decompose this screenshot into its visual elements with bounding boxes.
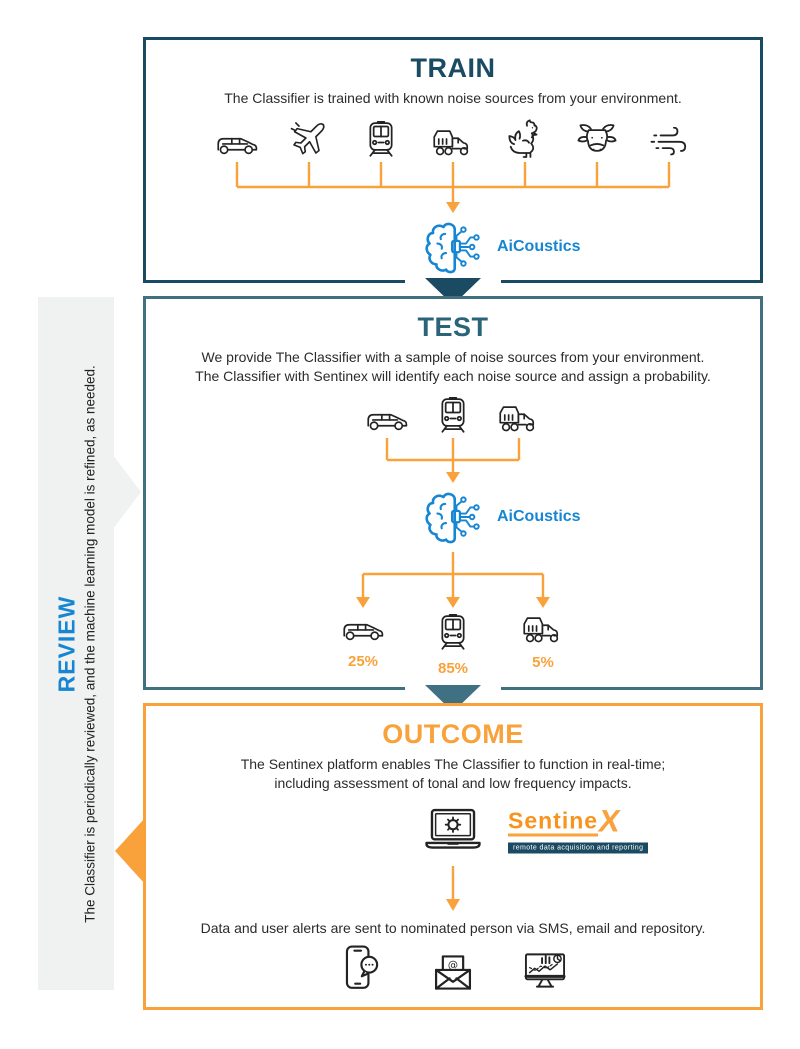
test-ai-row — [146, 486, 760, 548]
train-icon — [437, 612, 469, 656]
outcome-description-line2: including assessment of tonal and low frequency impacts. — [274, 774, 632, 791]
wind-icon — [647, 127, 691, 158]
test-description-line1: We provide The Classifier with a sample of noise sources from your environment. — [201, 348, 705, 365]
report-monitor-icon — [523, 949, 567, 992]
review-title: REVIEW — [53, 595, 80, 692]
train-section — [143, 37, 763, 283]
result-train — [408, 612, 498, 677]
outcome-section — [143, 703, 763, 1010]
sentinex-logo — [508, 803, 648, 855]
test-description-line2: The Classifier with Sentinex will identify each noise source and assign a probability. — [195, 367, 711, 384]
outcome-description — [241, 755, 666, 793]
phone-sms-icon — [339, 944, 383, 992]
car-icon — [215, 126, 259, 158]
outcome-description-line1: The Sentinex platform enables The Classifier to function in real-time; — [240, 755, 666, 772]
train-ai-row — [146, 216, 760, 278]
train-noise-source-icons — [201, 118, 705, 158]
review-sidebar — [38, 297, 114, 990]
outcome-down-connector — [445, 866, 461, 912]
train-icon — [431, 395, 475, 434]
test-split-connector — [318, 552, 588, 610]
aicoustics-label: AiCoustics — [497, 508, 581, 526]
train-merge-connector — [215, 162, 691, 214]
train-description: The Classifier is trained with known noise sources from your environment. — [224, 89, 682, 106]
train-icon — [359, 119, 403, 158]
alerts-text: Data and user alerts are sent to nominated person via SMS, email and repository. — [200, 920, 706, 937]
laptop-gear-icon — [421, 804, 485, 860]
test-merge-connector — [365, 438, 541, 484]
test-results — [318, 612, 588, 677]
airplane-icon — [287, 118, 331, 158]
test-description — [195, 348, 711, 386]
test-section — [143, 296, 763, 690]
sentinex-x: X — [596, 803, 624, 839]
outcome-to-review-arrow — [115, 818, 145, 884]
cow-icon — [575, 123, 619, 158]
sentinex-wordmark — [508, 803, 648, 839]
car-icon — [365, 402, 409, 434]
sentinex-tagline: remote data acquisition and reporting — [508, 843, 648, 854]
sentinex-word: Sentine — [508, 810, 598, 837]
alert-channel-icons — [315, 944, 591, 992]
test-sample-icons — [354, 395, 552, 434]
dump-truck-icon — [521, 612, 565, 650]
result-car — [318, 612, 408, 677]
review-description: The Classifier is periodically reviewed, and the machine learning model is refined, as needed. — [82, 364, 98, 923]
dump-truck-icon — [431, 125, 475, 158]
result-dump-truck — [498, 612, 588, 677]
car-icon — [341, 612, 385, 649]
ai-brain-icon — [420, 219, 486, 275]
aicoustics-label: AiCoustics — [497, 237, 581, 255]
probability-label: 85% — [437, 660, 469, 678]
outcome-title: OUTCOME — [382, 719, 524, 749]
ai-brain-icon — [420, 489, 486, 545]
review-to-test-arrow — [113, 455, 141, 529]
train-title: TRAIN — [410, 53, 496, 83]
probability-label: 25% — [347, 653, 379, 671]
review-rotated-text — [54, 304, 97, 984]
email-icon — [431, 953, 475, 992]
dump-truck-icon — [497, 401, 541, 434]
rooster-icon — [503, 118, 547, 158]
test-title: TEST — [417, 312, 489, 342]
probability-label: 5% — [532, 654, 554, 672]
sentinex-platform-row — [146, 800, 760, 864]
